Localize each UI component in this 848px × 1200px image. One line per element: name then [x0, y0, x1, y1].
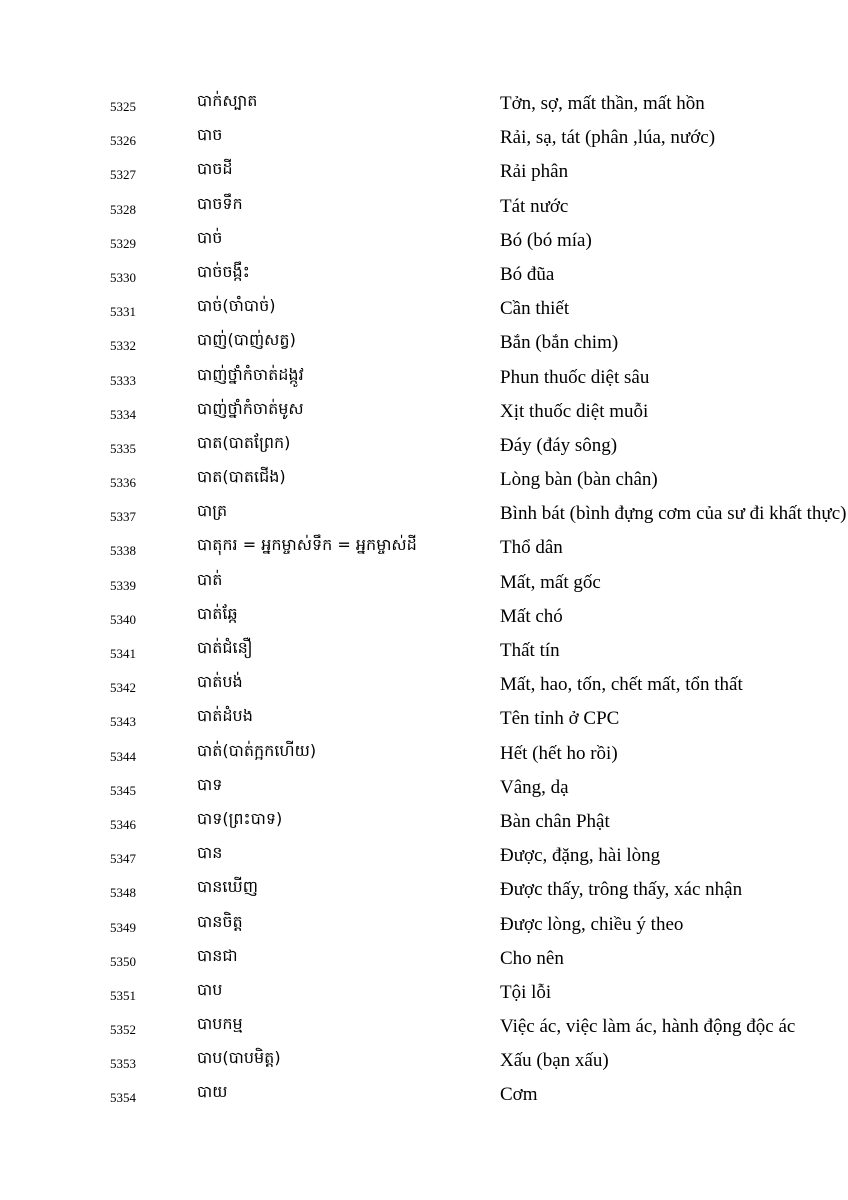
- entry-row: [0, 701, 848, 735]
- entry-number: 5329: [110, 235, 136, 251]
- entry-number: 5335: [110, 440, 136, 456]
- entry-row: [0, 1077, 848, 1111]
- vietnamese-meaning: Lòng bàn (bàn chân): [500, 469, 658, 491]
- khmer-word: បាតុករ = អ្នកម្ចាស់ទឹក = អ្នកម្ចាស់ដី: [197, 535, 417, 555]
- khmer-word: បាញ់ថ្នាំកំចាត់មូស: [197, 398, 304, 418]
- entry-row: [0, 394, 848, 428]
- vietnamese-meaning: Tởn, sợ, mất thần, mất hồn: [500, 93, 705, 114]
- entry-row: [0, 189, 848, 223]
- khmer-word: បាប(បាបមិត្ត): [197, 1048, 281, 1068]
- vietnamese-meaning: Rải, sạ, tát (phân ,lúa, nước): [500, 127, 716, 149]
- entry-number: 5349: [110, 919, 136, 935]
- entry-number: 5338: [110, 543, 136, 559]
- khmer-word: បាញ់ថ្នាំកំចាត់ដង្កូវ: [197, 364, 304, 384]
- entry-number: 5332: [110, 338, 136, 354]
- vietnamese-meaning: Tên tỉnh ở CPC: [500, 708, 620, 730]
- vietnamese-meaning: Tát nước: [500, 195, 569, 217]
- khmer-word: បាចដី: [197, 159, 233, 179]
- entry-number: 5348: [110, 885, 136, 901]
- entry-row: [0, 325, 848, 359]
- entry-list: [0, 86, 848, 1112]
- entry-row: [0, 804, 848, 838]
- entry-number: 5347: [110, 851, 136, 867]
- vietnamese-meaning: Thất tín: [500, 640, 560, 661]
- khmer-word: បាត់(បាត់ក្អកហើយ): [197, 740, 317, 760]
- entry-row: [0, 565, 848, 599]
- khmer-word: បាញ់(បាញ់សត្វ): [197, 330, 296, 350]
- entry-number: 5339: [110, 577, 136, 593]
- khmer-word: បាក់ស្បាត: [197, 91, 258, 110]
- entry-row: [0, 941, 848, 975]
- vietnamese-meaning: Việc ác, việc làm ác, hành động độc ác: [500, 1016, 796, 1038]
- entry-row: [0, 291, 848, 325]
- entry-row: [0, 838, 848, 872]
- khmer-word: បាត់បង់: [197, 672, 243, 692]
- khmer-word: បាត់ជំនឿ: [197, 638, 253, 657]
- entry-row: [0, 257, 848, 291]
- khmer-word: បាច់ចង្កឹះ: [197, 261, 250, 281]
- entry-row: [0, 975, 848, 1009]
- entry-number: 5333: [110, 372, 136, 388]
- entry-number: 5340: [110, 611, 136, 627]
- vietnamese-meaning: Mất chó: [500, 605, 563, 627]
- entry-number: 5345: [110, 782, 136, 798]
- entry-number: 5327: [110, 167, 136, 183]
- entry-row: [0, 428, 848, 462]
- vietnamese-meaning: Bàn chân Phật: [500, 810, 610, 832]
- vietnamese-meaning: Rải phân: [500, 161, 569, 183]
- vietnamese-meaning: Mất, mất gốc: [500, 571, 601, 593]
- entry-row: [0, 872, 848, 906]
- entry-number: 5330: [110, 269, 136, 285]
- vietnamese-meaning: Bắn (bắn chim): [500, 332, 619, 354]
- entry-number: 5352: [110, 1022, 136, 1038]
- vietnamese-meaning: Bó (bó mía): [500, 229, 592, 251]
- entry-number: 5334: [110, 406, 136, 422]
- vietnamese-meaning: Cho nên: [500, 947, 564, 969]
- entry-row: [0, 736, 848, 770]
- khmer-word: បានឃើញ: [197, 877, 258, 897]
- vietnamese-meaning: Xấu (bạn xấu): [500, 1050, 609, 1072]
- vietnamese-meaning: Mất, hao, tốn, chết mất, tổn thất: [500, 674, 743, 696]
- vietnamese-meaning: Hết (hết ho rồi): [500, 742, 618, 764]
- entry-number: 5341: [110, 646, 136, 661]
- entry-row: [0, 496, 848, 530]
- khmer-word: បាត្រ: [197, 501, 228, 521]
- vietnamese-meaning: Được thấy, trông thấy, xác nhận: [500, 879, 743, 901]
- vietnamese-meaning: Xịt thuốc diệt muỗi: [500, 400, 649, 422]
- entry-number: 5326: [110, 133, 136, 149]
- entry-row: [0, 223, 848, 257]
- entry-number: 5346: [110, 816, 136, 832]
- vietnamese-meaning: Được, đặng, hài lòng: [500, 845, 661, 867]
- khmer-word: បាច: [197, 125, 223, 145]
- entry-number: 5342: [110, 680, 136, 696]
- entry-row: [0, 1009, 848, 1043]
- khmer-word: បាយ: [197, 1082, 228, 1102]
- entry-row: [0, 633, 848, 667]
- vietnamese-meaning: Bó đũa: [500, 263, 555, 285]
- khmer-word: បាត់ឆ្កែ: [197, 603, 238, 623]
- entry-number: 5328: [110, 201, 136, 217]
- khmer-word: បានចិត្ត: [197, 911, 243, 931]
- khmer-word: បាចទឹក: [197, 193, 243, 213]
- entry-row: [0, 530, 848, 564]
- entry-number: 5351: [110, 987, 136, 1003]
- entry-row: [0, 360, 848, 394]
- vietnamese-meaning: Cần thiết: [500, 298, 570, 320]
- khmer-word: បាត់ដំបង: [197, 706, 253, 726]
- vietnamese-meaning: Bình bát (bình đựng cơm của sư đi khất thực): [500, 503, 847, 525]
- vietnamese-meaning: Vâng, dạ: [500, 776, 569, 798]
- khmer-word: បាត(បាតព្រែក): [197, 432, 291, 452]
- entry-row: [0, 667, 848, 701]
- entry-row: [0, 1043, 848, 1077]
- entry-number: 5331: [110, 304, 136, 320]
- khmer-word: បាបកម្ម: [197, 1014, 243, 1034]
- entry-number: 5336: [110, 475, 136, 491]
- entry-row: [0, 907, 848, 941]
- khmer-word: បានជា: [197, 945, 238, 965]
- vietnamese-meaning: Được lòng, chiều ý theo: [500, 913, 684, 935]
- entry-number: 5354: [110, 1090, 136, 1106]
- entry-row: [0, 770, 848, 804]
- entry-number: 5325: [110, 99, 136, 114]
- khmer-word: បាទ(ព្រះបាទ): [197, 808, 283, 828]
- khmer-word: បាន: [197, 843, 223, 863]
- vietnamese-meaning: Phun thuốc diệt sâu: [500, 366, 650, 388]
- khmer-word: បាច់(ចាំបាច់): [197, 296, 276, 316]
- khmer-word: បាច់: [197, 227, 223, 247]
- entry-number: 5343: [110, 714, 136, 730]
- vietnamese-meaning: Tội lỗi: [500, 981, 552, 1003]
- khmer-word: បាទ: [197, 774, 223, 794]
- vietnamese-meaning: Cơm: [500, 1084, 538, 1106]
- entry-row: [0, 154, 848, 188]
- entry-row: [0, 86, 848, 120]
- entry-row: [0, 599, 848, 633]
- entry-number: 5337: [110, 509, 136, 525]
- entry-number: 5353: [110, 1056, 136, 1072]
- khmer-word: បាប: [197, 979, 223, 999]
- vietnamese-meaning: Đáy (đáy sông): [500, 434, 618, 456]
- entry-row: [0, 120, 848, 154]
- khmer-word: បាត់: [197, 569, 223, 589]
- entry-number: 5344: [110, 748, 136, 764]
- khmer-word: បាត(បាតជើង): [197, 467, 286, 487]
- vietnamese-meaning: Thổ dân: [500, 537, 563, 559]
- entry-number: 5350: [110, 953, 136, 969]
- entry-row: [0, 462, 848, 496]
